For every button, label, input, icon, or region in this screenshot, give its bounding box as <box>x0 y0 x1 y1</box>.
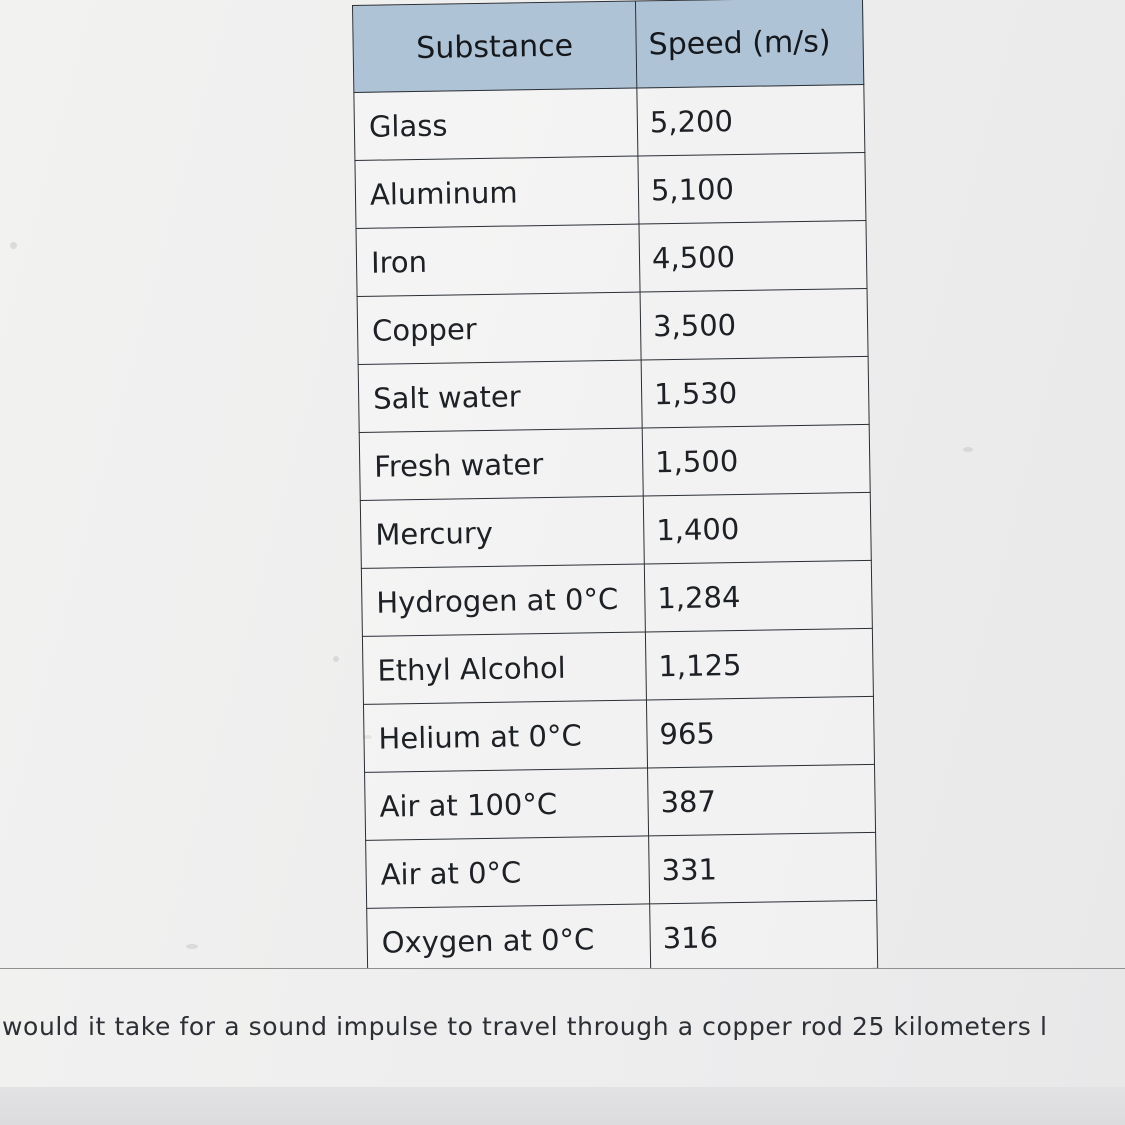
cell-speed: 5,100 <box>638 152 866 224</box>
speed-of-sound-table-wrapper <box>352 0 878 977</box>
cell-speed: 1,125 <box>645 628 873 700</box>
question-text: would it take for a sound impulse to travel through a copper rod 25 kilometers l <box>2 1011 1048 1041</box>
column-header-speed: Speed (m/s) <box>635 0 863 88</box>
question-strip <box>0 969 1125 1087</box>
cell-substance: Air at 0°C <box>366 836 650 908</box>
cell-substance: Helium at 0°C <box>363 700 647 772</box>
cell-substance: Aluminum <box>355 156 639 228</box>
table-row <box>363 696 874 772</box>
table-row <box>358 356 869 432</box>
cell-substance: Oxygen at 0°C <box>367 904 651 976</box>
scan-speck <box>186 944 198 949</box>
cell-speed: 965 <box>646 696 874 768</box>
column-header-substance: Substance <box>353 1 637 92</box>
cell-speed: 3,500 <box>640 288 868 360</box>
cell-substance: Mercury <box>360 496 644 568</box>
table-row <box>359 424 870 500</box>
table-header-row <box>353 0 864 92</box>
table-body <box>354 84 878 976</box>
table-row <box>366 832 877 908</box>
cell-speed: 1,530 <box>641 356 869 428</box>
table-row <box>365 764 876 840</box>
cell-substance: Iron <box>356 224 640 296</box>
cell-speed: 4,500 <box>639 220 867 292</box>
cell-speed: 1,500 <box>642 424 870 496</box>
cell-substance: Glass <box>354 88 638 160</box>
table-row <box>361 560 872 636</box>
cell-speed: 1,400 <box>643 492 871 564</box>
cell-substance: Copper <box>357 292 641 364</box>
table-header <box>353 0 864 92</box>
cell-speed: 1,284 <box>644 560 872 632</box>
table-row <box>367 900 878 976</box>
speed-of-sound-table <box>352 0 878 977</box>
table-row <box>354 84 865 160</box>
table-row <box>362 628 873 704</box>
scan-speck <box>963 447 973 452</box>
table-row <box>355 152 866 228</box>
cell-speed: 387 <box>648 764 876 836</box>
cell-substance: Ethyl Alcohol <box>362 632 646 704</box>
bottom-strip <box>0 1087 1125 1125</box>
cell-substance: Fresh water <box>359 428 643 500</box>
cell-speed: 5,200 <box>637 84 865 156</box>
table-row <box>356 220 867 296</box>
scan-speck <box>10 242 17 249</box>
cell-speed: 316 <box>650 900 878 972</box>
scan-speck <box>333 656 339 662</box>
cell-substance: Air at 100°C <box>365 768 649 840</box>
table-row <box>360 492 871 568</box>
cell-substance: Salt water <box>358 360 642 432</box>
cell-speed: 331 <box>649 832 877 904</box>
cell-substance: Hydrogen at 0°C <box>361 564 645 636</box>
table-row <box>357 288 868 364</box>
